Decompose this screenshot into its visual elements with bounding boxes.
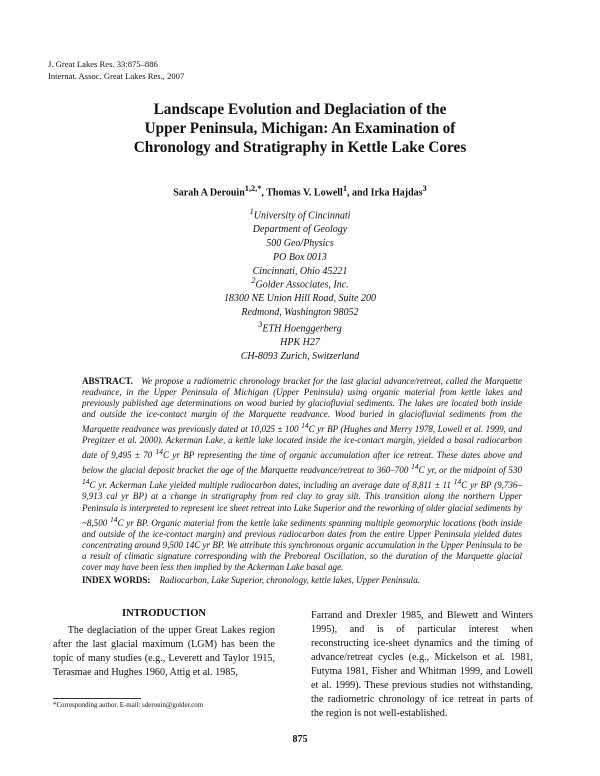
isotope-superscript: 14 bbox=[411, 462, 419, 472]
affiliation-1-line-1 bbox=[150, 205, 450, 223]
affiliation-2-mark: 2 bbox=[251, 276, 256, 285]
affiliation-1-line-4: PO Box 0013 bbox=[273, 252, 327, 264]
abstract-text-6: C yr BP (9,736–9,913 cal yr BP) at a change in stratigraphy from red clay to gray silt. This transition along the northern Upper Peninsula is interpreted to represent ice sheet retreat into Lake Superior and the reworking of older glacial sediments by ~8,500 bbox=[82, 480, 522, 528]
isotope-superscript: 14 bbox=[155, 447, 164, 457]
introduction-heading: INTRODUCTION bbox=[121, 608, 206, 619]
index-words-label: INDEX WORDS: bbox=[82, 575, 151, 585]
introduction-paragraph: The deglaciation of the upper Great Lakes region after the last glacial maximum (LGM) has been the topic of many studies (e.g., Leverett and Taylor 1915, Terasmae and Hughes 1960, Attig et al. 1985, bbox=[53, 625, 275, 678]
author-2-affiliation-mark: 1 bbox=[342, 184, 347, 193]
body-column-right: Farrand and Drexler 1985, and Blewett and Winters 1995), and is of particular interest when reconstructing ice-sheet dynamics and the timing of advance/retreat cycles (e.g., Mickelson et al. 1981, Futyma 1981, Fisher and Whitman 1999, and Lowell et al. 1999). These previous studies not withstanding, the radiometric chronology of ice retreat in parts of the region is not well-established. bbox=[311, 610, 533, 719]
abstract-text-5: C yr. Ackerman Lake yielded multiple radiocarbon dates, including an average date of 8,811 ± 11 bbox=[89, 480, 454, 491]
isotope-superscript: 14 bbox=[82, 477, 90, 487]
affiliation-3-name: ETH Hoenggerberg bbox=[262, 323, 342, 335]
title-line-2: Upper Peninsula, Michigan: An Examination of bbox=[144, 120, 456, 137]
affiliation-1-line-2: Department of Geology bbox=[252, 224, 348, 236]
author-1: Sarah A Derouin bbox=[173, 187, 245, 199]
affiliation-1-line-3: 500 Geo/Physics bbox=[266, 238, 334, 250]
affiliation-1-line-5: Cincinnati, Ohio 45221 bbox=[252, 266, 348, 278]
paper-title bbox=[60, 100, 540, 157]
affiliation-2-line-1 bbox=[150, 274, 450, 292]
abstract-text-7: C yr BP. Organic material from the kettle lake sediments spanning multiple geomorphic locations (both inside and outside of the ice-contact margin) and previous radiocarbon dates from the entire Upper Peninsula yielded dates concentrating around 9,500 14C yr BP. We attribute this synchronous organic accumulation in the Upper Peninsula to be a result of climatic signature corresponding with the Preboreal Oscillation, so the duration of the Marquette glacial cover may have been less then implied by the Ackerman Lake basal age. bbox=[82, 517, 522, 572]
isotope-superscript: 14 bbox=[453, 477, 462, 487]
affiliation-1-name: University of Cincinnati bbox=[253, 210, 351, 222]
title-line-3: Chronology and Stratigraphy in Kettle Lake Cores bbox=[133, 139, 467, 156]
journal-citation: J. Great Lakes Res. 33:875–886 bbox=[48, 59, 158, 69]
footnote: *Corresponding author. E-mail: sderouin@golder.com bbox=[53, 702, 204, 709]
affiliation-2 bbox=[150, 274, 450, 320]
journal-publisher: Internat. Assoc. Great Lakes Res., 2007 bbox=[48, 71, 185, 81]
affiliation-3-mark: 3 bbox=[258, 320, 263, 329]
affiliation-1 bbox=[150, 205, 450, 279]
author-3-affiliation-mark: 3 bbox=[422, 184, 427, 193]
index-words-value: Radiocarbon, Lake Superior, chronology, kettle lakes, Upper Peninsula. bbox=[159, 575, 420, 585]
affiliation-3-line-1 bbox=[150, 318, 450, 336]
affiliation-3-line-2: HPK H27 bbox=[280, 337, 320, 349]
abstract-text-1: We propose a radiometric chronology bracket for the last glacial advance/retreat, called the Marquette readvance, in the Upper Peninsula of Michigan (Upper Peninsula) using organic material from kettle lakes and previously published age determinations on wood buried by glaciofluvial sediments. The lakes are located both inside and outside the ice-contact margin of the Marquette readvance. Wood buried in glaciofluvial sediments from the Marquette readvance was previously dated at 10,025 ± 100 bbox=[82, 376, 522, 435]
abstract-text-3: C yr BP representing the time of organic accumulation after ice retreat. These dates above and below the glacial deposit bracket the age of the Marquette readvance/retreat to 360–700 bbox=[82, 450, 522, 476]
footnote-divider bbox=[53, 698, 141, 699]
affiliation-3-line-3: CH-8093 Zurich, Switzerland bbox=[240, 351, 360, 363]
abstract-text-2: C yr BP (Hughes and Merry 1978, Lowell et al. 1999, and Pregitzer et al. 2000). Ackerman Lake, a kettle lake located inside the ice-contact margin, yielded a basal radiocarbon date of 9,495 ± 70 bbox=[82, 424, 522, 461]
author-2: , Thomas V. Lowell bbox=[261, 187, 343, 199]
journal-header bbox=[48, 58, 184, 82]
abstract-text-4: C yr, or the midpoint of 530 bbox=[418, 465, 522, 476]
author-list bbox=[60, 184, 540, 198]
body-column-left bbox=[53, 624, 275, 680]
isotope-superscript: 14 bbox=[301, 421, 309, 431]
affiliation-2-name: Golder Associates, Inc. bbox=[255, 279, 349, 291]
author-3: , and Irka Hajdas bbox=[347, 187, 423, 199]
isotope-superscript: 14 bbox=[109, 514, 118, 524]
index-words bbox=[82, 575, 522, 585]
affiliation-1-mark: 1 bbox=[249, 207, 254, 216]
title-line-1: Landscape Evolution and Deglaciation of the bbox=[153, 101, 447, 118]
affiliation-2-line-2: 18300 NE Union Hill Road, Suite 200 bbox=[224, 293, 376, 305]
page-number: 875 bbox=[292, 734, 308, 745]
affiliation-3 bbox=[150, 318, 450, 364]
abstract bbox=[82, 376, 522, 573]
affiliation-2-line-3: Redmond, Washington 98052 bbox=[241, 307, 359, 319]
abstract-label: ABSTRACT. bbox=[82, 376, 133, 386]
author-1-affiliation-mark: 1,2,* bbox=[244, 184, 262, 193]
